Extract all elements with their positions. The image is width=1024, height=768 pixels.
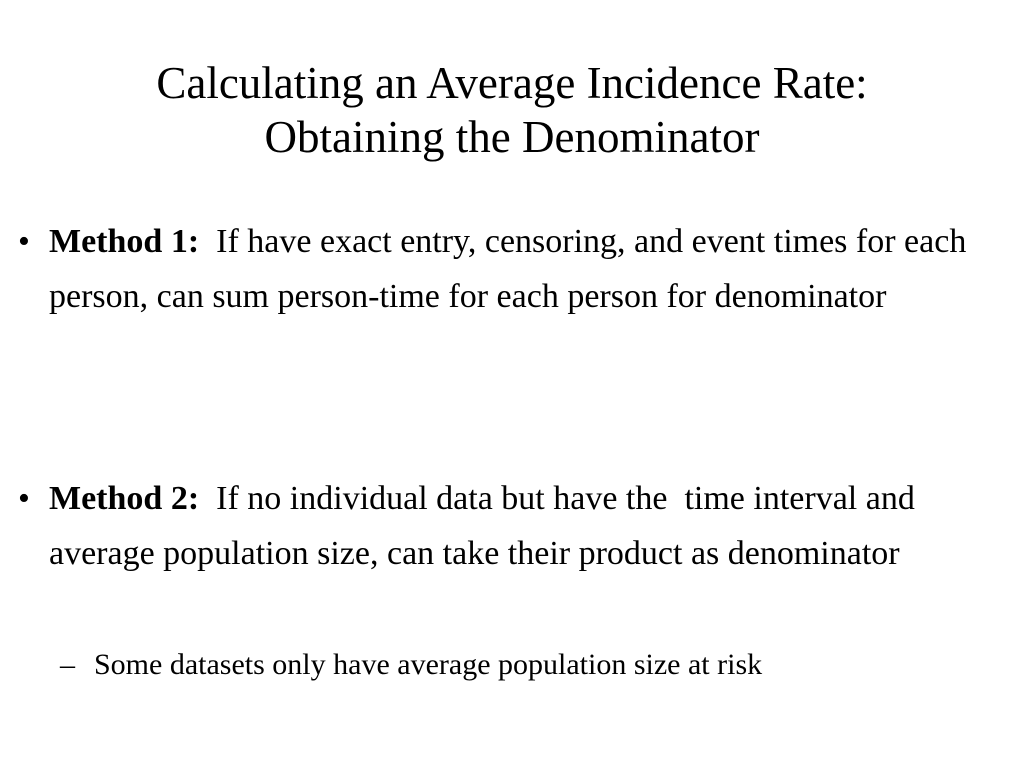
subbullet-text: Some datasets only have average population size at risk xyxy=(94,648,763,681)
bullet-body: If no individual data but have the time interval and average population size, can take their product as denominator xyxy=(49,480,924,572)
bullet-label: Method 1: xyxy=(49,223,200,260)
bullet-marker: • xyxy=(18,223,30,260)
subbullet-marker: – xyxy=(60,648,75,681)
bullet-text xyxy=(49,471,1008,581)
bullet-text xyxy=(49,214,1008,324)
slide-title xyxy=(0,56,1024,164)
title-line-1: Calculating an Average Incidence Rate: xyxy=(156,58,868,108)
bullet-body: If have exact entry, censoring, and event times for each person, can sum person-time for each person for denominator xyxy=(49,223,967,315)
bullet-method-1 xyxy=(18,214,1008,324)
subbullet-datasets xyxy=(60,640,1010,690)
bullet-label: Method 2: xyxy=(49,480,200,517)
title-line-2: Obtaining the Denominator xyxy=(264,112,760,162)
bullet-method-2 xyxy=(18,471,1008,581)
bullet-marker: • xyxy=(18,480,30,517)
